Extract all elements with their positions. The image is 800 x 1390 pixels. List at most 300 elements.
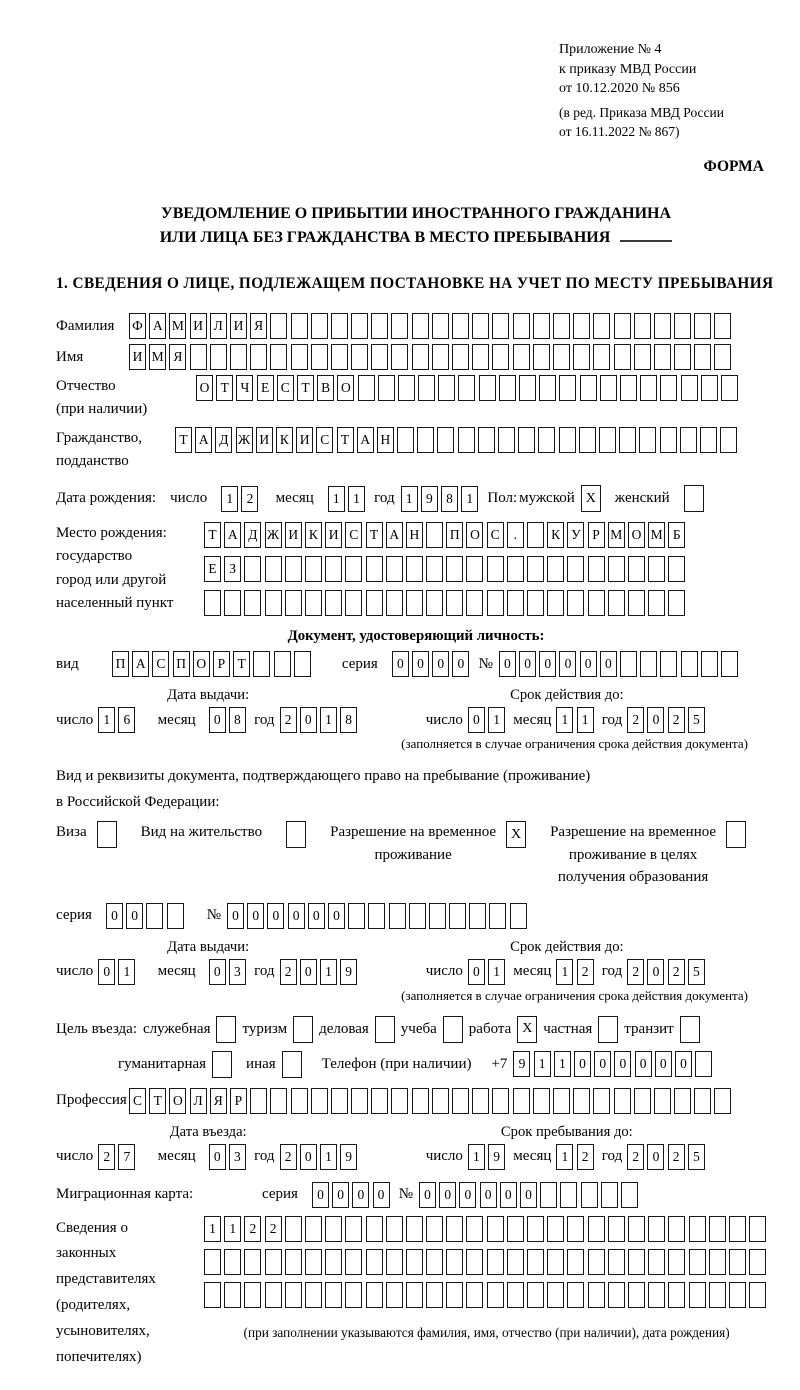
visa-checkbox-cell[interactable] [97, 821, 117, 848]
representatives-cells-row1[interactable] [204, 1216, 769, 1242]
doc-number-cell[interactable]: 0 [559, 651, 576, 677]
surname-cell[interactable] [391, 313, 408, 339]
entry-day-cell[interactable]: 2 [98, 1144, 115, 1170]
birth-place-cell[interactable] [547, 590, 564, 616]
migration-series-cell[interactable]: 0 [312, 1182, 329, 1208]
surname-cell[interactable] [311, 313, 328, 339]
surname-cell[interactable] [331, 313, 348, 339]
permit-number-cell[interactable]: 0 [328, 903, 345, 929]
citizenship-cell[interactable] [720, 427, 737, 453]
patronymic-cell[interactable] [660, 375, 677, 401]
stay-year-cell[interactable]: 2 [668, 1144, 685, 1170]
given-name-cell[interactable] [190, 344, 207, 370]
identity-valid-day-cell[interactable]: 0 [468, 707, 485, 733]
profession-cell[interactable] [614, 1088, 631, 1114]
identity-valid-year[interactable] [627, 707, 708, 733]
profession-cell[interactable]: Т [149, 1088, 166, 1114]
representatives-cell[interactable] [749, 1282, 766, 1308]
patronymic-cell[interactable]: В [317, 375, 334, 401]
given-name-cell[interactable] [513, 344, 530, 370]
birth-place-cell[interactable]: А [386, 522, 403, 548]
stay-month[interactable] [556, 1144, 596, 1170]
citizenship-cell[interactable] [680, 427, 697, 453]
surname-cell[interactable] [573, 313, 590, 339]
representatives-cell[interactable] [668, 1249, 685, 1275]
profession-cell[interactable]: Я [210, 1088, 227, 1114]
purpose-study-checkbox[interactable] [443, 1016, 463, 1043]
surname-cell[interactable] [674, 313, 691, 339]
birth-place-cell[interactable] [588, 556, 605, 582]
birth-place-cell[interactable] [567, 556, 584, 582]
profession-cell[interactable] [351, 1088, 368, 1114]
doc-kind-cell[interactable] [294, 651, 311, 677]
birth-place-cell[interactable] [446, 556, 463, 582]
phone-cell[interactable]: 0 [635, 1051, 652, 1077]
birth-place-cell[interactable] [608, 590, 625, 616]
birth-place-cell[interactable] [325, 590, 342, 616]
identity-valid-year-cell[interactable]: 2 [627, 707, 644, 733]
permit-number-cell[interactable] [489, 903, 506, 929]
profession-cells[interactable] [129, 1088, 735, 1114]
doc-number-cell[interactable]: 0 [499, 651, 516, 677]
patronymic-cell[interactable]: Т [216, 375, 233, 401]
entry-day[interactable] [98, 1144, 138, 1170]
given-name-cell[interactable] [371, 344, 388, 370]
given-name-cell[interactable] [391, 344, 408, 370]
identity-valid-year-cell[interactable]: 2 [668, 707, 685, 733]
given-name-cell[interactable] [553, 344, 570, 370]
patronymic-cell[interactable] [539, 375, 556, 401]
representatives-cell[interactable] [244, 1282, 261, 1308]
birth-month-cell[interactable]: 1 [328, 486, 345, 512]
entry-month-cell[interactable]: 0 [209, 1144, 226, 1170]
citizenship-cell[interactable]: Т [175, 427, 192, 453]
profession-cell[interactable] [452, 1088, 469, 1114]
birth-place-cell[interactable] [487, 590, 504, 616]
birth-place-cell[interactable] [487, 556, 504, 582]
identity-issue-year-cell[interactable]: 8 [340, 707, 357, 733]
birth-year-cell[interactable]: 9 [421, 486, 438, 512]
representatives-cell[interactable]: 2 [244, 1216, 261, 1242]
surname-cell[interactable] [694, 313, 711, 339]
representatives-cell[interactable] [487, 1282, 504, 1308]
representatives-cell[interactable] [386, 1249, 403, 1275]
migration-number-cell[interactable]: 0 [500, 1182, 517, 1208]
citizenship-cell[interactable]: А [357, 427, 374, 453]
phone-cell[interactable] [695, 1051, 712, 1077]
given-name-cell[interactable] [250, 344, 267, 370]
birth-year-cell[interactable]: 1 [401, 486, 418, 512]
representatives-cell[interactable] [345, 1216, 362, 1242]
given-name-cell[interactable] [412, 344, 429, 370]
migration-series-cell[interactable]: 0 [373, 1182, 390, 1208]
permit-series-cells[interactable] [106, 903, 187, 929]
surname-cell[interactable]: Ф [129, 313, 146, 339]
birth-month-cell[interactable]: 1 [348, 486, 365, 512]
doc-kind-cell[interactable]: П [173, 651, 190, 677]
surname-cell[interactable]: Я [250, 313, 267, 339]
representatives-cell[interactable] [285, 1249, 302, 1275]
birth-place-cell[interactable]: Р [588, 522, 605, 548]
birth-place-cell[interactable] [265, 556, 282, 582]
representatives-cell[interactable] [668, 1282, 685, 1308]
identity-issue-day[interactable] [98, 707, 138, 733]
profession-cell[interactable] [250, 1088, 267, 1114]
patronymic-cell[interactable] [600, 375, 617, 401]
purpose-private-checkbox[interactable] [598, 1016, 618, 1043]
profession-cell[interactable]: Л [190, 1088, 207, 1114]
patronymic-cell[interactable] [620, 375, 637, 401]
representatives-cell[interactable] [386, 1216, 403, 1242]
representatives-cell[interactable] [244, 1249, 261, 1275]
permit-series-cell[interactable]: 0 [106, 903, 123, 929]
given-name-cell[interactable] [331, 344, 348, 370]
patronymic-cell[interactable]: О [196, 375, 213, 401]
representatives-cell[interactable] [709, 1216, 726, 1242]
birth-year-cell[interactable]: 8 [441, 486, 458, 512]
birth-place-cell[interactable] [527, 590, 544, 616]
phone-cell[interactable]: 0 [574, 1051, 591, 1077]
doc-number-cell[interactable] [721, 651, 738, 677]
entry-day-cell[interactable]: 7 [118, 1144, 135, 1170]
permit-issue-year-cell[interactable]: 2 [280, 959, 297, 985]
phone-cells[interactable] [513, 1051, 715, 1077]
surname-cell[interactable] [291, 313, 308, 339]
stay-day[interactable] [468, 1144, 508, 1170]
birth-place-cell[interactable] [668, 556, 685, 582]
patronymic-cell[interactable] [499, 375, 516, 401]
patronymic-cell[interactable] [479, 375, 496, 401]
birth-place-cell[interactable] [345, 556, 362, 582]
purpose-transit-cell[interactable] [680, 1016, 700, 1043]
doc-number-cell[interactable] [681, 651, 698, 677]
purpose-work-checkbox[interactable] [517, 1016, 537, 1043]
patronymic-cell[interactable] [681, 375, 698, 401]
residence-permit-checkbox-cell[interactable] [286, 821, 306, 848]
patronymic-cell[interactable]: С [277, 375, 294, 401]
permit-issue-month-cell[interactable]: 3 [229, 959, 246, 985]
identity-valid-month-cell[interactable]: 1 [556, 707, 573, 733]
representatives-cell[interactable] [325, 1282, 342, 1308]
birth-place-cell[interactable]: М [648, 522, 665, 548]
doc-series-cell[interactable]: 0 [412, 651, 429, 677]
purpose-study-cell[interactable] [443, 1016, 463, 1043]
stay-year[interactable] [627, 1144, 708, 1170]
citizenship-cell[interactable] [437, 427, 454, 453]
birth-place-cell[interactable] [285, 556, 302, 582]
purpose-work-cell[interactable]: X [517, 1016, 537, 1043]
representatives-cell[interactable] [265, 1282, 282, 1308]
surname-cell[interactable] [351, 313, 368, 339]
migration-series-cell[interactable]: 0 [332, 1182, 349, 1208]
representatives-cell[interactable] [386, 1282, 403, 1308]
migration-number-cell[interactable] [560, 1182, 577, 1208]
permit-series-cell[interactable] [146, 903, 163, 929]
representatives-cell[interactable] [507, 1216, 524, 1242]
surname-cell[interactable] [513, 313, 530, 339]
given-name-cell[interactable] [291, 344, 308, 370]
representatives-cell[interactable] [487, 1216, 504, 1242]
edu-residence-checkbox-cell[interactable] [726, 821, 746, 848]
phone-cell[interactable]: 0 [594, 1051, 611, 1077]
given-name-cell[interactable] [432, 344, 449, 370]
given-name-cell[interactable] [614, 344, 631, 370]
patronymic-cell[interactable]: Т [297, 375, 314, 401]
purpose-official-cell[interactable] [216, 1016, 236, 1043]
representatives-cell[interactable] [749, 1249, 766, 1275]
surname-cell[interactable] [472, 313, 489, 339]
surname-cell[interactable] [432, 313, 449, 339]
permit-issue-year-cell[interactable]: 9 [340, 959, 357, 985]
given-name-cell[interactable] [351, 344, 368, 370]
birth-day-cell[interactable]: 2 [241, 486, 258, 512]
patronymic-cells[interactable] [196, 375, 741, 401]
surname-cell[interactable] [492, 313, 509, 339]
doc-kind-cell[interactable]: О [193, 651, 210, 677]
patronymic-cell[interactable] [580, 375, 597, 401]
birth-place-cell[interactable] [608, 556, 625, 582]
migration-number-cell[interactable] [601, 1182, 618, 1208]
representatives-cell[interactable] [608, 1282, 625, 1308]
representatives-cell[interactable] [224, 1282, 241, 1308]
representatives-cell[interactable]: 2 [265, 1216, 282, 1242]
representatives-cell[interactable] [305, 1282, 322, 1308]
permit-number-cell[interactable] [449, 903, 466, 929]
representatives-cell[interactable] [729, 1216, 746, 1242]
representatives-cell[interactable] [265, 1249, 282, 1275]
identity-valid-month-cell[interactable]: 1 [577, 707, 594, 733]
identity-valid-month[interactable] [556, 707, 596, 733]
temp-residence-checkbox-cell[interactable]: X [506, 821, 526, 848]
surname-cell[interactable]: М [169, 313, 186, 339]
patronymic-cell[interactable]: Ч [236, 375, 253, 401]
phone-cell[interactable]: 0 [655, 1051, 672, 1077]
profession-cell[interactable] [533, 1088, 550, 1114]
given-name-cell[interactable] [492, 344, 509, 370]
surname-cell[interactable]: Л [210, 313, 227, 339]
purpose-transit-checkbox[interactable] [680, 1016, 700, 1043]
identity-valid-day-cell[interactable]: 1 [488, 707, 505, 733]
representatives-cell[interactable] [507, 1282, 524, 1308]
doc-kind-cell[interactable]: А [132, 651, 149, 677]
representatives-cell[interactable] [547, 1282, 564, 1308]
citizenship-cells[interactable] [175, 427, 740, 453]
stay-year-cell[interactable]: 5 [688, 1144, 705, 1170]
citizenship-cell[interactable]: А [195, 427, 212, 453]
given-name-cell[interactable] [634, 344, 651, 370]
given-name-cell[interactable] [210, 344, 227, 370]
birth-place-cells-row3[interactable] [204, 590, 689, 616]
representatives-cell[interactable] [527, 1249, 544, 1275]
citizenship-cell[interactable]: Д [215, 427, 232, 453]
birth-place-cell[interactable] [406, 590, 423, 616]
identity-valid-day[interactable] [468, 707, 508, 733]
birth-year-cells[interactable] [401, 486, 482, 512]
permit-valid-day-cell[interactable]: 1 [488, 959, 505, 985]
permit-number-cell[interactable]: 0 [288, 903, 305, 929]
identity-issue-year-cell[interactable]: 2 [280, 707, 297, 733]
birth-place-cell[interactable] [426, 522, 443, 548]
given-name-cells[interactable] [129, 344, 735, 370]
citizenship-cell[interactable] [559, 427, 576, 453]
representatives-cell[interactable] [305, 1216, 322, 1242]
permit-number-cell[interactable] [510, 903, 527, 929]
surname-cell[interactable]: И [230, 313, 247, 339]
representatives-cell[interactable] [588, 1249, 605, 1275]
birth-place-cell[interactable] [628, 590, 645, 616]
citizenship-cell[interactable] [660, 427, 677, 453]
surname-cell[interactable]: А [149, 313, 166, 339]
patronymic-cell[interactable] [398, 375, 415, 401]
entry-year-cell[interactable]: 9 [340, 1144, 357, 1170]
permit-valid-day[interactable] [468, 959, 508, 985]
surname-cell[interactable] [533, 313, 550, 339]
birth-place-cell[interactable] [265, 590, 282, 616]
purpose-humanitarian-checkbox[interactable] [212, 1051, 232, 1078]
profession-cell[interactable]: О [169, 1088, 186, 1114]
surname-cell[interactable] [614, 313, 631, 339]
profession-cell[interactable] [674, 1088, 691, 1114]
representatives-cell[interactable] [366, 1216, 383, 1242]
given-name-cell[interactable] [452, 344, 469, 370]
representatives-cell[interactable] [446, 1249, 463, 1275]
stay-year-cell[interactable]: 0 [647, 1144, 664, 1170]
representatives-cell[interactable] [224, 1249, 241, 1275]
surname-cells[interactable] [129, 313, 735, 339]
representatives-cell[interactable] [204, 1249, 221, 1275]
phone-cell[interactable]: 9 [513, 1051, 530, 1077]
citizenship-cell[interactable]: И [296, 427, 313, 453]
citizenship-cell[interactable] [478, 427, 495, 453]
stay-month-cell[interactable]: 2 [577, 1144, 594, 1170]
doc-kind-cell[interactable]: П [112, 651, 129, 677]
temp-residence-checkbox[interactable] [506, 821, 526, 848]
permit-number-cell[interactable]: 0 [227, 903, 244, 929]
permit-number-cell[interactable] [409, 903, 426, 929]
profession-cell[interactable] [492, 1088, 509, 1114]
identity-issue-day-cell[interactable]: 1 [98, 707, 115, 733]
permit-valid-day-cell[interactable]: 0 [468, 959, 485, 985]
patronymic-cell[interactable] [418, 375, 435, 401]
birth-place-cell[interactable] [628, 556, 645, 582]
surname-cell[interactable] [371, 313, 388, 339]
identity-issue-year[interactable] [280, 707, 361, 733]
migration-number-cell[interactable]: 0 [520, 1182, 537, 1208]
purpose-other-checkbox[interactable] [282, 1051, 302, 1078]
profession-cell[interactable] [371, 1088, 388, 1114]
given-name-cell[interactable] [674, 344, 691, 370]
stay-year-cell[interactable]: 2 [627, 1144, 644, 1170]
permit-valid-year[interactable] [627, 959, 708, 985]
representatives-cell[interactable] [406, 1216, 423, 1242]
permit-issue-year[interactable] [280, 959, 361, 985]
representatives-cell[interactable] [628, 1249, 645, 1275]
representatives-cell[interactable] [466, 1282, 483, 1308]
patronymic-cell[interactable] [559, 375, 576, 401]
residence-permit-checkbox[interactable] [286, 821, 306, 848]
birth-place-cell[interactable]: Д [244, 522, 261, 548]
edu-residence-checkbox[interactable] [726, 821, 746, 848]
birth-place-cell[interactable] [366, 590, 383, 616]
permit-valid-year-cell[interactable]: 0 [647, 959, 664, 985]
stay-month-cell[interactable]: 1 [556, 1144, 573, 1170]
surname-cell[interactable] [270, 313, 287, 339]
birth-place-cell[interactable] [507, 556, 524, 582]
permit-valid-month-cell[interactable]: 2 [577, 959, 594, 985]
stay-day-cell[interactable]: 9 [488, 1144, 505, 1170]
sex-male-checkbox-cell[interactable]: X [581, 485, 601, 512]
identity-issue-year-cell[interactable]: 1 [320, 707, 337, 733]
representatives-cell[interactable] [689, 1216, 706, 1242]
permit-issue-month[interactable] [209, 959, 249, 985]
representatives-cell[interactable] [325, 1249, 342, 1275]
representatives-cells-row3[interactable] [204, 1282, 769, 1308]
birth-place-cell[interactable] [325, 556, 342, 582]
patronymic-cell[interactable] [358, 375, 375, 401]
representatives-cell[interactable] [305, 1249, 322, 1275]
doc-series-cell[interactable]: 0 [432, 651, 449, 677]
surname-cell[interactable] [553, 313, 570, 339]
citizenship-cell[interactable] [498, 427, 515, 453]
phone-cell[interactable]: 1 [554, 1051, 571, 1077]
birth-place-cell[interactable] [466, 590, 483, 616]
migration-number-cells[interactable] [419, 1182, 641, 1208]
representatives-cell[interactable] [608, 1249, 625, 1275]
representatives-cell[interactable] [345, 1282, 362, 1308]
birth-place-cell[interactable]: О [628, 522, 645, 548]
representatives-cell[interactable] [648, 1216, 665, 1242]
doc-number-cell[interactable]: 0 [580, 651, 597, 677]
representatives-cell[interactable] [325, 1216, 342, 1242]
identity-issue-year-cell[interactable]: 0 [300, 707, 317, 733]
profession-cell[interactable] [432, 1088, 449, 1114]
representatives-cell[interactable] [285, 1216, 302, 1242]
birth-place-cell[interactable] [366, 556, 383, 582]
doc-series-cell[interactable]: 0 [392, 651, 409, 677]
birth-place-cell[interactable]: Ж [265, 522, 282, 548]
citizenship-cell[interactable] [518, 427, 535, 453]
representatives-cell[interactable] [648, 1249, 665, 1275]
representatives-cell[interactable] [366, 1249, 383, 1275]
migration-number-cell[interactable] [581, 1182, 598, 1208]
birth-place-cell[interactable] [224, 590, 241, 616]
patronymic-cell[interactable]: Е [257, 375, 274, 401]
profession-cell[interactable] [593, 1088, 610, 1114]
profession-cell[interactable]: Р [230, 1088, 247, 1114]
birth-place-cell[interactable]: И [325, 522, 342, 548]
profession-cell[interactable] [634, 1088, 651, 1114]
birth-place-cell[interactable]: Е [204, 556, 221, 582]
migration-number-cell[interactable] [621, 1182, 638, 1208]
birth-place-cell[interactable] [244, 556, 261, 582]
doc-series-cells[interactable] [392, 651, 473, 677]
surname-cell[interactable] [593, 313, 610, 339]
identity-issue-day-cell[interactable]: 6 [118, 707, 135, 733]
permit-valid-year-cell[interactable]: 5 [688, 959, 705, 985]
citizenship-cell[interactable] [619, 427, 636, 453]
permit-number-cell[interactable] [389, 903, 406, 929]
representatives-cell[interactable] [628, 1282, 645, 1308]
doc-kind-cell[interactable]: Т [233, 651, 250, 677]
birth-place-cell[interactable] [244, 590, 261, 616]
permit-number-cell[interactable] [469, 903, 486, 929]
birth-place-cell[interactable] [588, 590, 605, 616]
patronymic-cell[interactable] [640, 375, 657, 401]
doc-number-cell[interactable] [701, 651, 718, 677]
given-name-cell[interactable]: Я [169, 344, 186, 370]
birth-year-cell[interactable]: 1 [461, 486, 478, 512]
representatives-cell[interactable] [466, 1216, 483, 1242]
